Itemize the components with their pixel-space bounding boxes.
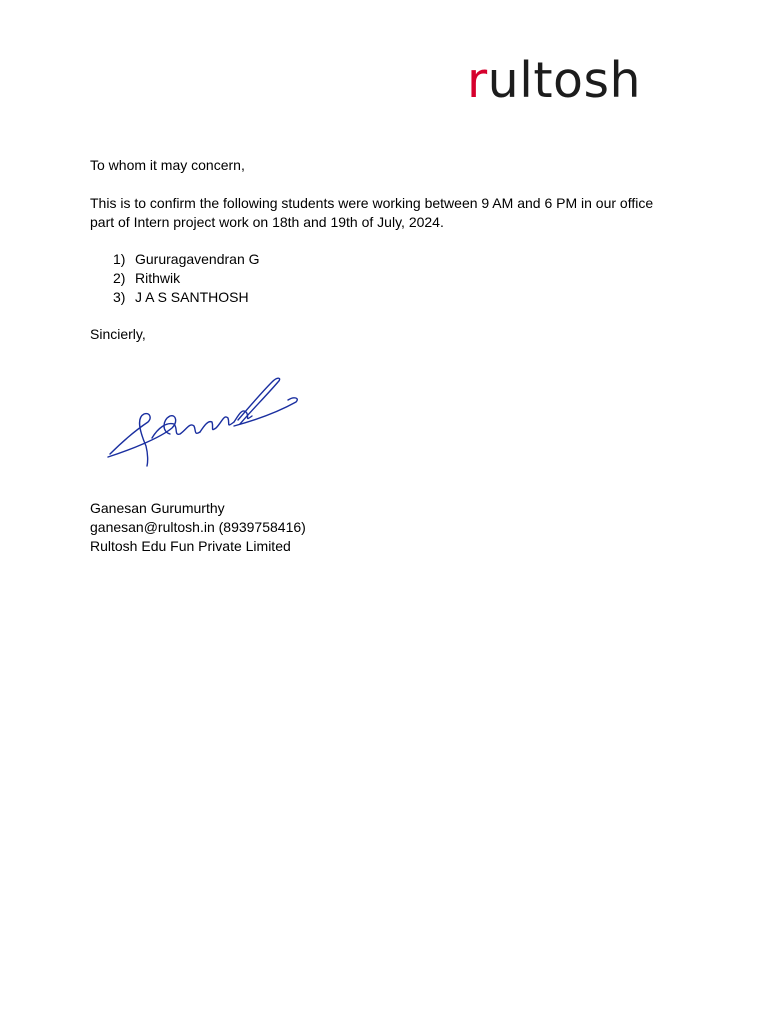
signature-stroke bbox=[234, 398, 297, 426]
signer-contact: ganesan@rultosh.in (8939758416) bbox=[90, 519, 306, 535]
student-name: J A S SANTHOSH bbox=[135, 289, 249, 305]
student-list bbox=[90, 250, 690, 307]
list-item bbox=[90, 269, 690, 288]
signer-name: Ganesan Gurumurthy bbox=[90, 500, 225, 516]
handwritten-signature bbox=[100, 372, 305, 472]
signature-stroke bbox=[110, 414, 150, 466]
list-item-number: 1) bbox=[113, 251, 126, 267]
list-item-number: 2) bbox=[113, 270, 126, 286]
signer-block bbox=[90, 499, 306, 556]
confirmation-paragraph: This is to confirm the following students were working between 9 AM and 6 PM in our office part of Intern project work on 18th and 19th of July, 2024. bbox=[90, 195, 654, 230]
signature-stroke bbox=[200, 417, 234, 432]
closing: Sincierly, bbox=[90, 326, 146, 342]
greeting: To whom it may concern, bbox=[90, 157, 245, 173]
list-item bbox=[90, 250, 690, 269]
signer-company: Rultosh Edu Fun Private Limited bbox=[90, 538, 291, 554]
logo-wordmark: ultosh bbox=[487, 52, 642, 109]
logo-accent-letter: r bbox=[467, 52, 488, 109]
list-item bbox=[90, 288, 690, 307]
list-item-number: 3) bbox=[113, 289, 126, 305]
letter-body bbox=[90, 156, 690, 344]
company-logo bbox=[467, 52, 642, 109]
student-name: Gururagavendran G bbox=[135, 251, 260, 267]
student-name: Rithwik bbox=[135, 270, 181, 286]
signature-stroke bbox=[238, 378, 280, 424]
